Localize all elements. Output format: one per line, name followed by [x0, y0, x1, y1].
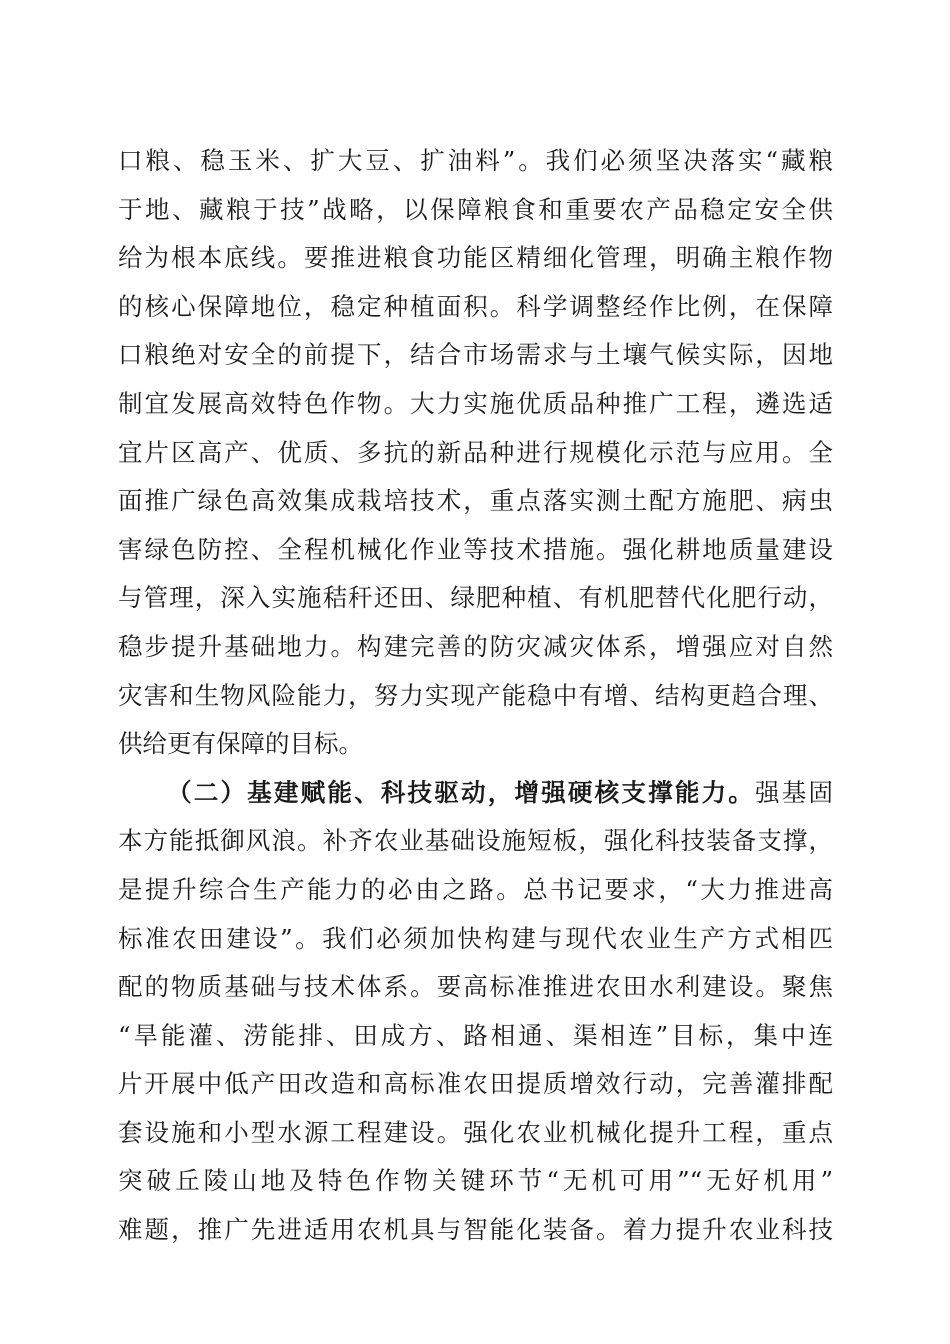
text-line: 害绿色防控、全程机械化作业等技术措施。强化耕地质量建设: [118, 534, 833, 564]
document-page: [118, 137, 833, 1255]
text-line: 于地、藏粮于技”战略，以保障粮食和重要农产品稳定安全供: [118, 194, 833, 224]
paragraph-grain-security: [118, 137, 833, 769]
section-heading-line: [118, 769, 833, 818]
text-line: 标准农田建设”。我们必须加快构建与现代农业生产方式相匹: [118, 923, 833, 953]
text-line: 稳步提升基础地力。构建完善的防灾减灾体系，增强应对自然: [118, 631, 833, 661]
text-line: 是提升综合生产能力的必由之路。总书记要求，“大力推进高: [118, 874, 833, 904]
text-line: 配的物质基础与技术体系。要高标准推进农田水利建设。聚焦: [118, 972, 833, 1002]
section-heading: （二）基建赋能、科技驱动，增强硬核支撑能力。: [167, 777, 756, 807]
text-line: 套设施和小型水源工程建设。强化农业机械化提升工程，重点: [118, 1117, 833, 1147]
text-line: 供给更有保障的目标。: [118, 729, 363, 759]
text-line: 突破丘陵山地及特色作物关键环节“无机可用”“无好机用”: [118, 1166, 833, 1196]
text-line: 的核心保障地位，稳定种植面积。科学调整经作比例，在保障: [118, 291, 833, 321]
text-line: 给为根本底线。要推进粮食功能区精细化管理，明确主粮作物: [118, 243, 833, 273]
text-line: 宜片区高产、优质、多抗的新品种进行规模化示范与应用。全: [118, 437, 833, 467]
text-fragment: 强基固: [755, 777, 833, 807]
text-line: 面推广绿色高效集成栽培技术，重点落实测土配方施肥、病虫: [118, 486, 833, 516]
paragraph-infrastructure: [118, 769, 833, 1255]
text-line: 制宜发展高效特色作物。大力实施优质品种推广工程，遴选适: [118, 388, 833, 418]
text-line: “旱能灌、涝能排、田成方、路相通、渠相连”目标，集中连: [118, 1020, 833, 1050]
text-line: 灾害和生物风险能力，努力实现产能稳中有增、结构更趋合理、: [118, 680, 833, 710]
text-line: 难题，推广先进适用农机具与智能化装备。着力提升农业科技: [118, 1215, 833, 1245]
text-line: 与管理，深入实施秸秆还田、绿肥种植、有机肥替代化肥行动，: [118, 583, 833, 613]
text-line: 本方能抵御风浪。补齐农业基础设施短板，强化科技装备支撑，: [118, 826, 833, 856]
text-line: 片开展中低产田改造和高标准农田提质增效行动，完善灌排配: [118, 1069, 833, 1099]
text-line: 口粮、稳玉米、扩大豆、扩油料”。我们必须坚决落实“藏粮: [118, 146, 833, 175]
text-line: 口粮绝对安全的前提下，结合市场需求与土壤气候实际，因地: [118, 340, 833, 370]
